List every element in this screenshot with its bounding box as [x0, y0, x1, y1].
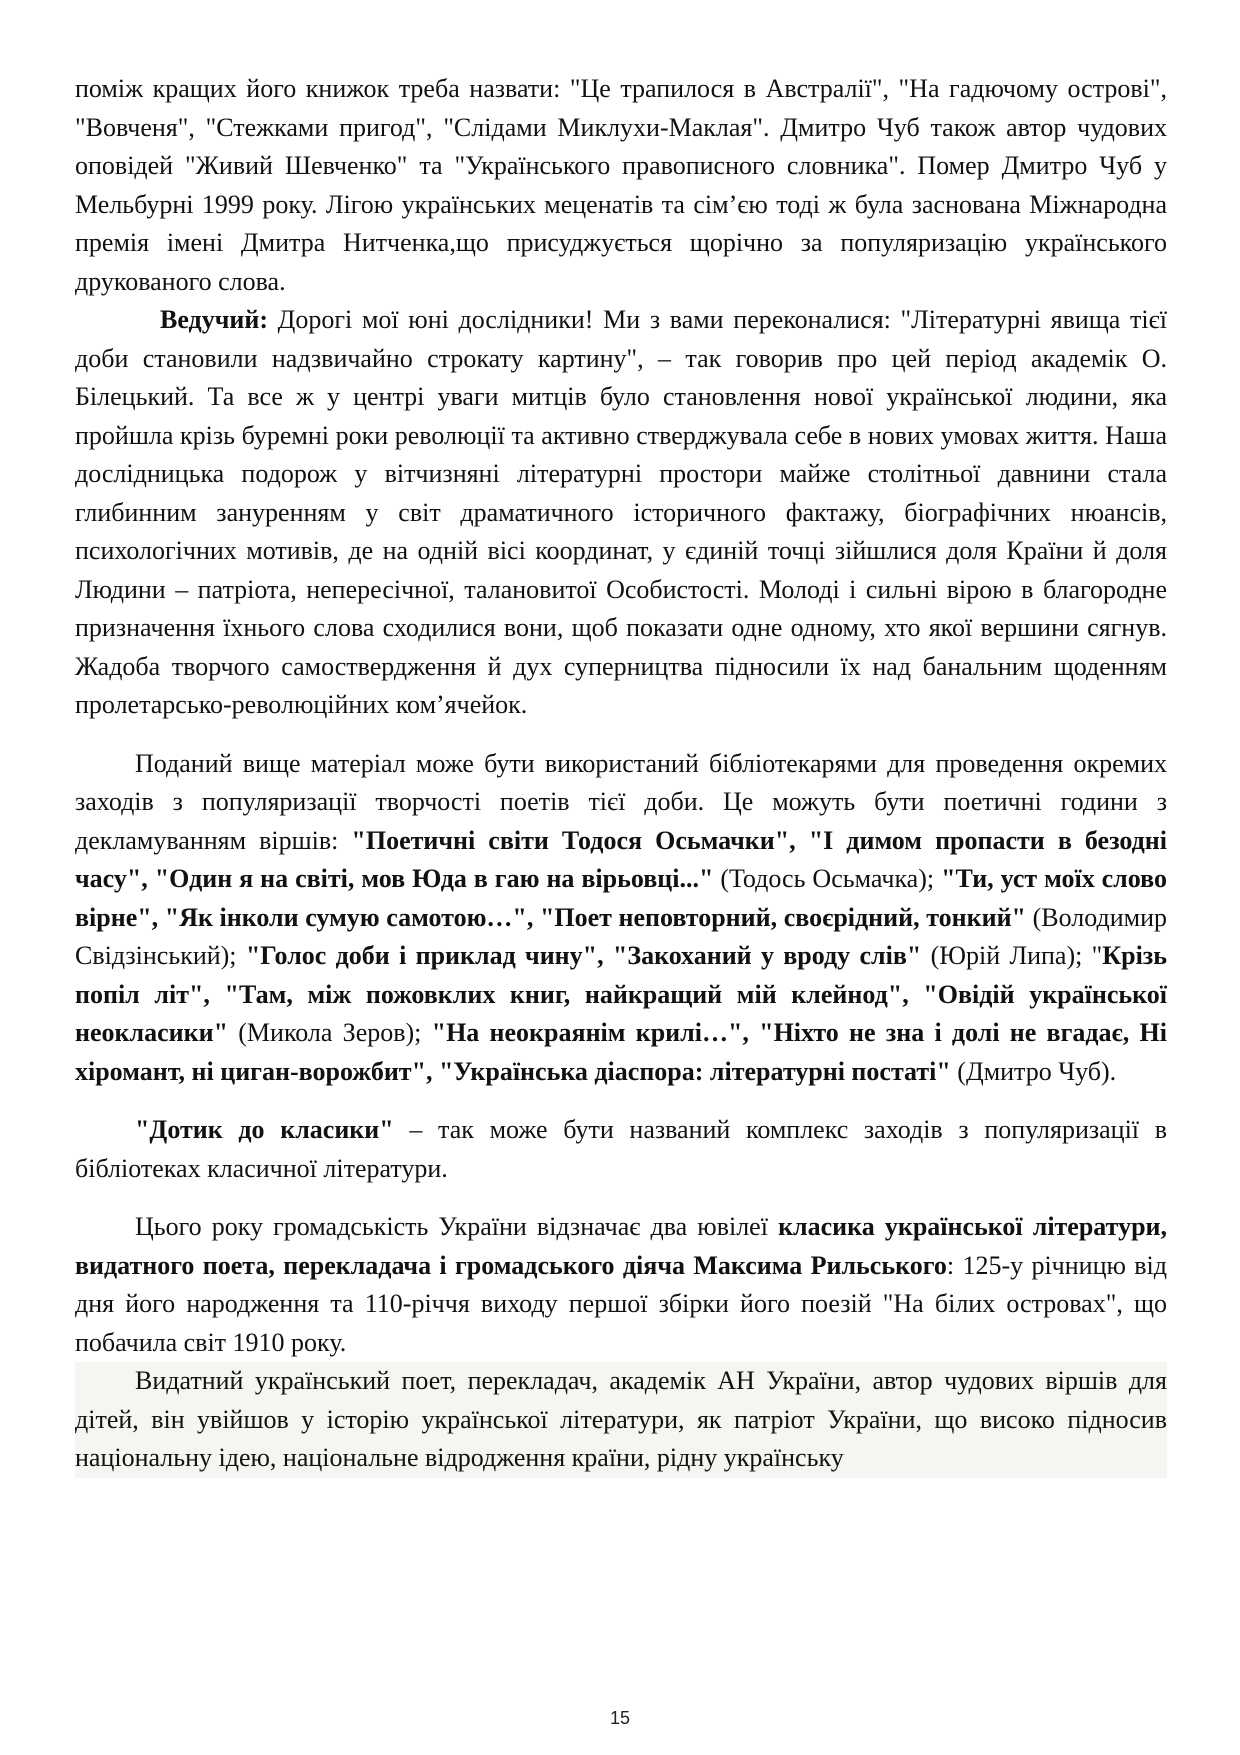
text-run: поміж кращих його книжок треба назвати: "Це трапилося в Австралії", "На гадючому острові", "Вовченя", "Стежками пригод", "Слідами Миклухи-Маклая". Дмитро Чуб також автор чудових оповідей "Живий Шевченко" та "Українського правописного словника". Помер Дмитро Чуб у Мельбурні 1999 року. Лігою українських меценатів та сім’єю тоді ж була заснована Міжнародна премія імені Дмитра Нитченка,що присуджується щорічно за популяризацію українського друкованого слова. [75, 74, 1167, 296]
text-run: (Микола Зеров); [228, 1018, 432, 1047]
paragraph-touch-of-classics [75, 1111, 1167, 1188]
text-run: Цього року громадськість України відзначає два ювілеї [135, 1212, 779, 1241]
bold-text-run: "На неокраянім крилі…", "Ніхто не зна і долі не вгадає, Ні хіромант, ні циган-ворожбит", "Українська діаспора: літературні постаті" [75, 1018, 1167, 1086]
document-body [75, 70, 1167, 1478]
page-number: 15 [609, 1708, 631, 1728]
bold-text-run: класика української літератури, видатного поета, перекладача і громадського діяча Максима Рильського [75, 1212, 1168, 1280]
text-run: (Дмитро Чуб). [950, 1056, 1117, 1086]
bold-text-run: "Голос доби і приклад чину", "Закоханий у вроду слів" [245, 941, 922, 970]
bold-text-run: "Поетичні світи Тодося Осьмачки", "І димом пропасти в безодні часу", "Один я на світі, мов Юда в гаю на вірьовці..." [75, 825, 1168, 893]
paragraph-chub-works [75, 70, 1167, 301]
text-run: Видатний український поет, перекладач, академік АН України, автор чудових віршів для дітей, він увійшов у історію української літератури, як патріот України, що високо підносив національну ідею, національне відродження країни, рідну українську [75, 1366, 1167, 1472]
paragraph-rylsky-bio [75, 1362, 1167, 1478]
paragraph-rylsky-anniversary [75, 1208, 1167, 1362]
text-run: Дорогі мої юні дослідники! Ми з вами переконалися: "Літературні явища тієї доби становили надзвичайно строкату картину", – так говорив про цей період академік О. Білецький. Та все ж у центрі уваги митців було становлення нової української людини, яка пройшла крізь буремні роки революції та активно стверджувала себе в нових умовах життя. Наша дослідницька подорож у вітчизняні літературні простори майже столітньої давнини стала глибинним зануренням у світ драматичного історичного фактажу, біографічних нюансів, психологічних мотивів, де на одній вісі координат, у єдиній точці зійшлися доля Країни й доля Людини – патріота, непересічної, талановитої Особистості. Молоді і сильні вірою в благородне призначення їхнього слова сходилися вони, щоб показати одне одному, хто якої вершини сягнув. Жадоба творчого самоствердження й дух суперництва підносили їх над банальним щоденням пролетарсько-революційних ком’ячейок. [75, 305, 1167, 719]
text-run: (Тодось Осьмачка); [713, 864, 942, 893]
bold-text-run: "Ти, уст моїх слово вірне", "Як інколи сумую самотою…", "Поет неповторний, своєрідний, тонкий" [75, 864, 1167, 932]
bold-text-run: Крізь попіл літ", "Там, між пожовклих книг, найкращий мій клейнод", "Овідій української неокласики" [75, 941, 1167, 1047]
text-run: Поданий вище матеріал може бути використаний бібліотекарями для проведення окремих заходів з популяризації творчості поетів тієї доби. Це можуть бути поетичні години з декламуванням віршів: [75, 748, 1167, 855]
bold-text-run: "Дотик до класики" [135, 1115, 394, 1144]
text-run: – так може бути названий комплекс заходів з популяризації в бібліотеках класичної літератури. [75, 1115, 1167, 1183]
text-run: (Володимир Свідзінський); [75, 902, 1167, 970]
paragraph-host-speech [75, 301, 1167, 725]
bold-text-run: Ведучий: [160, 305, 278, 334]
text-run: (Юрій Липа); " [921, 941, 1103, 970]
text-run: : 125-у річницю від дня його народження та 110-річчя виходу першої збірки його поезій "На білих островах", що побачила світ 1910 року. [75, 1250, 1168, 1357]
paragraph-poetry-hours [75, 745, 1167, 1092]
